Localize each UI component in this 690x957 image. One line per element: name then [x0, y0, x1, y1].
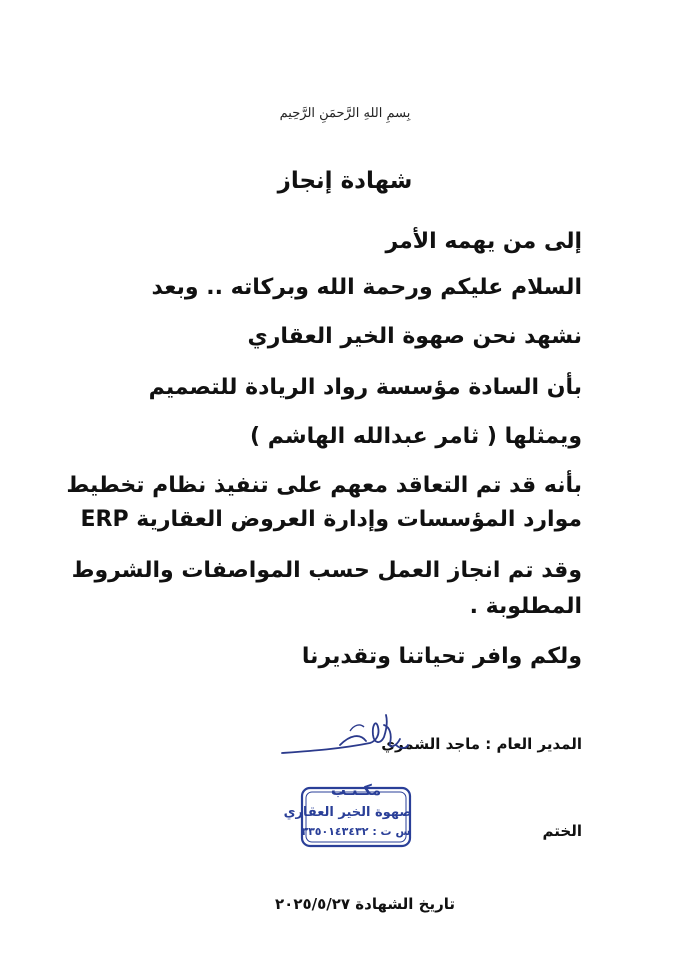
company-stamp [283, 781, 412, 849]
body-line: نشهد نحن صهوة الخير العقاري [247, 324, 582, 349]
body-line: السلام عليكم ورحمة الله وبركاته .. وبعد [151, 275, 582, 300]
stamp-line-2: صهوة الخير العقاري [283, 805, 412, 820]
certificate-title: شهادة إنجاز [277, 168, 413, 194]
signature-image [280, 705, 410, 765]
body-line: بأن السادة مؤسسة رواد الريادة للتصميم [148, 375, 582, 400]
stamp-line-3: س ت : ٣٣٥٠١٤٣٤٣٢ [301, 825, 411, 838]
body-line: بأنه قد تم التعاقد معهم على تنفيذ نظام تخطيط [66, 473, 582, 498]
basmala: بِسمِ اللهِ الرَّحمَنِ الرَّحِيم [279, 106, 411, 121]
body-line: وقد تم انجاز العمل حسب المواصفات والشروط [71, 558, 582, 583]
body-line: موارد المؤسسات وإدارة العروض العقارية ERP [80, 507, 582, 532]
general-manager-line: المدير العام : ماجد الشمري [381, 735, 582, 753]
body-line: المطلوبة . [469, 594, 582, 619]
body-line: ولكم وافر تحياتنا وتقديرنا [301, 644, 582, 669]
stamp-line-1: مكـتـب [330, 781, 382, 799]
seal-label: الختم [542, 822, 582, 840]
certificate-date: تاريخ الشهادة ٢٠٢٥/٥/٢٧ [275, 895, 455, 913]
body-line: إلى من يهمه الأمر [385, 229, 582, 254]
body-line: ويمثلها ( ثامر عبدالله الهاشم ) [250, 424, 582, 449]
